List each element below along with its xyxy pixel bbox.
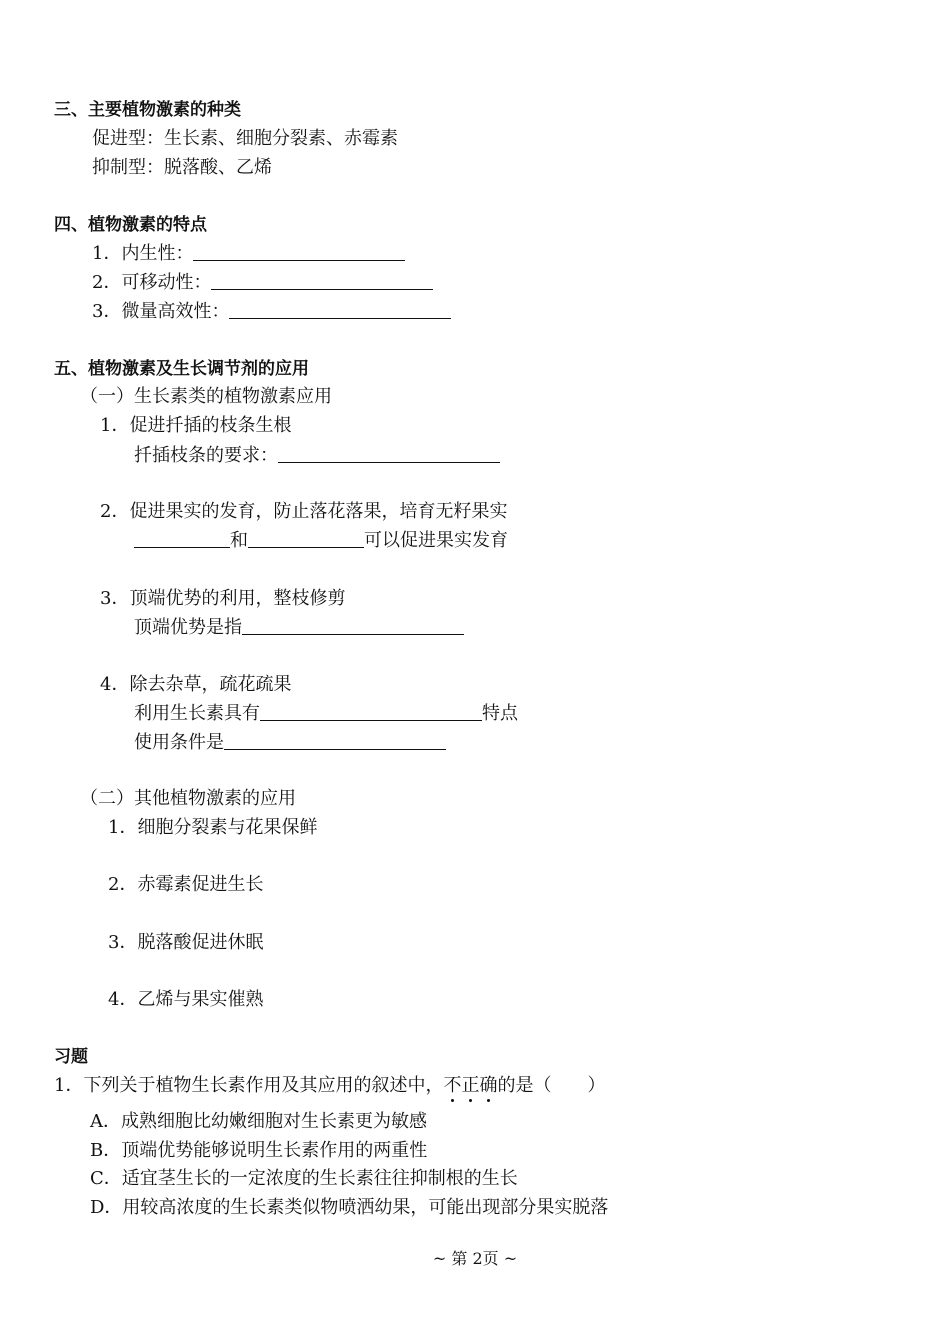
part2-title: （二）其他植物激素的应用 [80,788,296,809]
fill-blank[interactable] [248,529,364,548]
option-b[interactable]: B．顶端优势能够说明生长素作用的两重性 [90,1140,428,1161]
part1-title: （一）生长素类的植物激素应用 [80,386,332,407]
prompt-label: 使用条件是 [134,732,224,753]
page-number: ~ 第 2页 ~ [432,1249,518,1268]
emphasis-char: 不 [443,1075,462,1096]
part2-item: 4．乙烯与果实催熟 [108,989,264,1010]
trait-endogenous [92,242,405,266]
part2-item: 3．脱落酸促进休眠 [108,932,264,953]
item1-title: 1．促进扦插的枝条生根 [100,415,292,436]
trait-label: 1．内生性： [92,243,194,264]
emphasis-char: 确 [479,1075,498,1096]
and-label: 和 [230,530,248,551]
item4-prompt1 [134,702,518,726]
item1-prompt [134,444,500,468]
stem-suffix: 的是（ ） [497,1075,606,1096]
fill-blank[interactable] [224,731,446,750]
inhibit-types: 抑制型：脱落酸、乙烯 [92,157,272,178]
fill-blank[interactable] [242,616,464,635]
trait-label: 2．可移动性： [92,272,212,293]
fill-blank[interactable] [134,529,230,548]
trait-label: 3．微量高效性： [92,301,230,322]
prompt-label: 扦插枝条的要求： [134,445,278,466]
prompt-label: 顶端优势是指 [134,617,242,638]
section3-heading: 三、主要植物激素的种类 [54,100,241,120]
question-1-stem [54,1074,605,1098]
fill-blank[interactable] [193,242,405,261]
promote-types: 促进型：生长素、细胞分裂素、赤霉素 [92,128,398,149]
trait-efficient [92,300,451,324]
suffix-label: 特点 [482,703,518,724]
option-d[interactable]: D．用较高浓度的生长素类似物喷洒幼果，可能出现部分果实脱落 [90,1197,609,1218]
fill-blank[interactable] [211,271,433,290]
item2-prompt [134,529,508,553]
part2-item: 2．赤霉素促进生长 [108,874,264,895]
fill-blank[interactable] [229,300,451,319]
fill-blank[interactable] [260,702,482,721]
option-c[interactable]: C．适宜茎生长的一定浓度的生长素往往抑制根的生长 [90,1168,518,1189]
section4-heading: 四、植物激素的特点 [54,215,207,235]
prompt-label: 利用生长素具有 [134,703,260,724]
part2-item: 1．细胞分裂素与花果保鲜 [108,817,318,838]
stem-prefix: 1．下列关于植物生长素作用及其应用的叙述中， [54,1075,444,1096]
trait-mobile [92,271,433,295]
item3-prompt [134,616,464,640]
fill-blank[interactable] [278,444,500,463]
section5-heading: 五、植物激素及生长调节剂的应用 [54,359,309,379]
exercises-heading: 习题 [54,1047,88,1067]
item4-title: 4．除去杂草，疏花疏果 [100,674,292,695]
suffix-label: 可以促进果实发育 [364,530,508,551]
option-a[interactable]: A．成熟细胞比幼嫩细胞对生长素更为敏感 [90,1111,427,1132]
item2-title: 2．促进果实的发育，防止落花落果，培育无籽果实 [100,501,508,522]
item3-title: 3．顶端优势的利用，整枝修剪 [100,588,346,609]
emphasis-char: 正 [461,1075,480,1096]
item4-prompt2 [134,731,446,755]
